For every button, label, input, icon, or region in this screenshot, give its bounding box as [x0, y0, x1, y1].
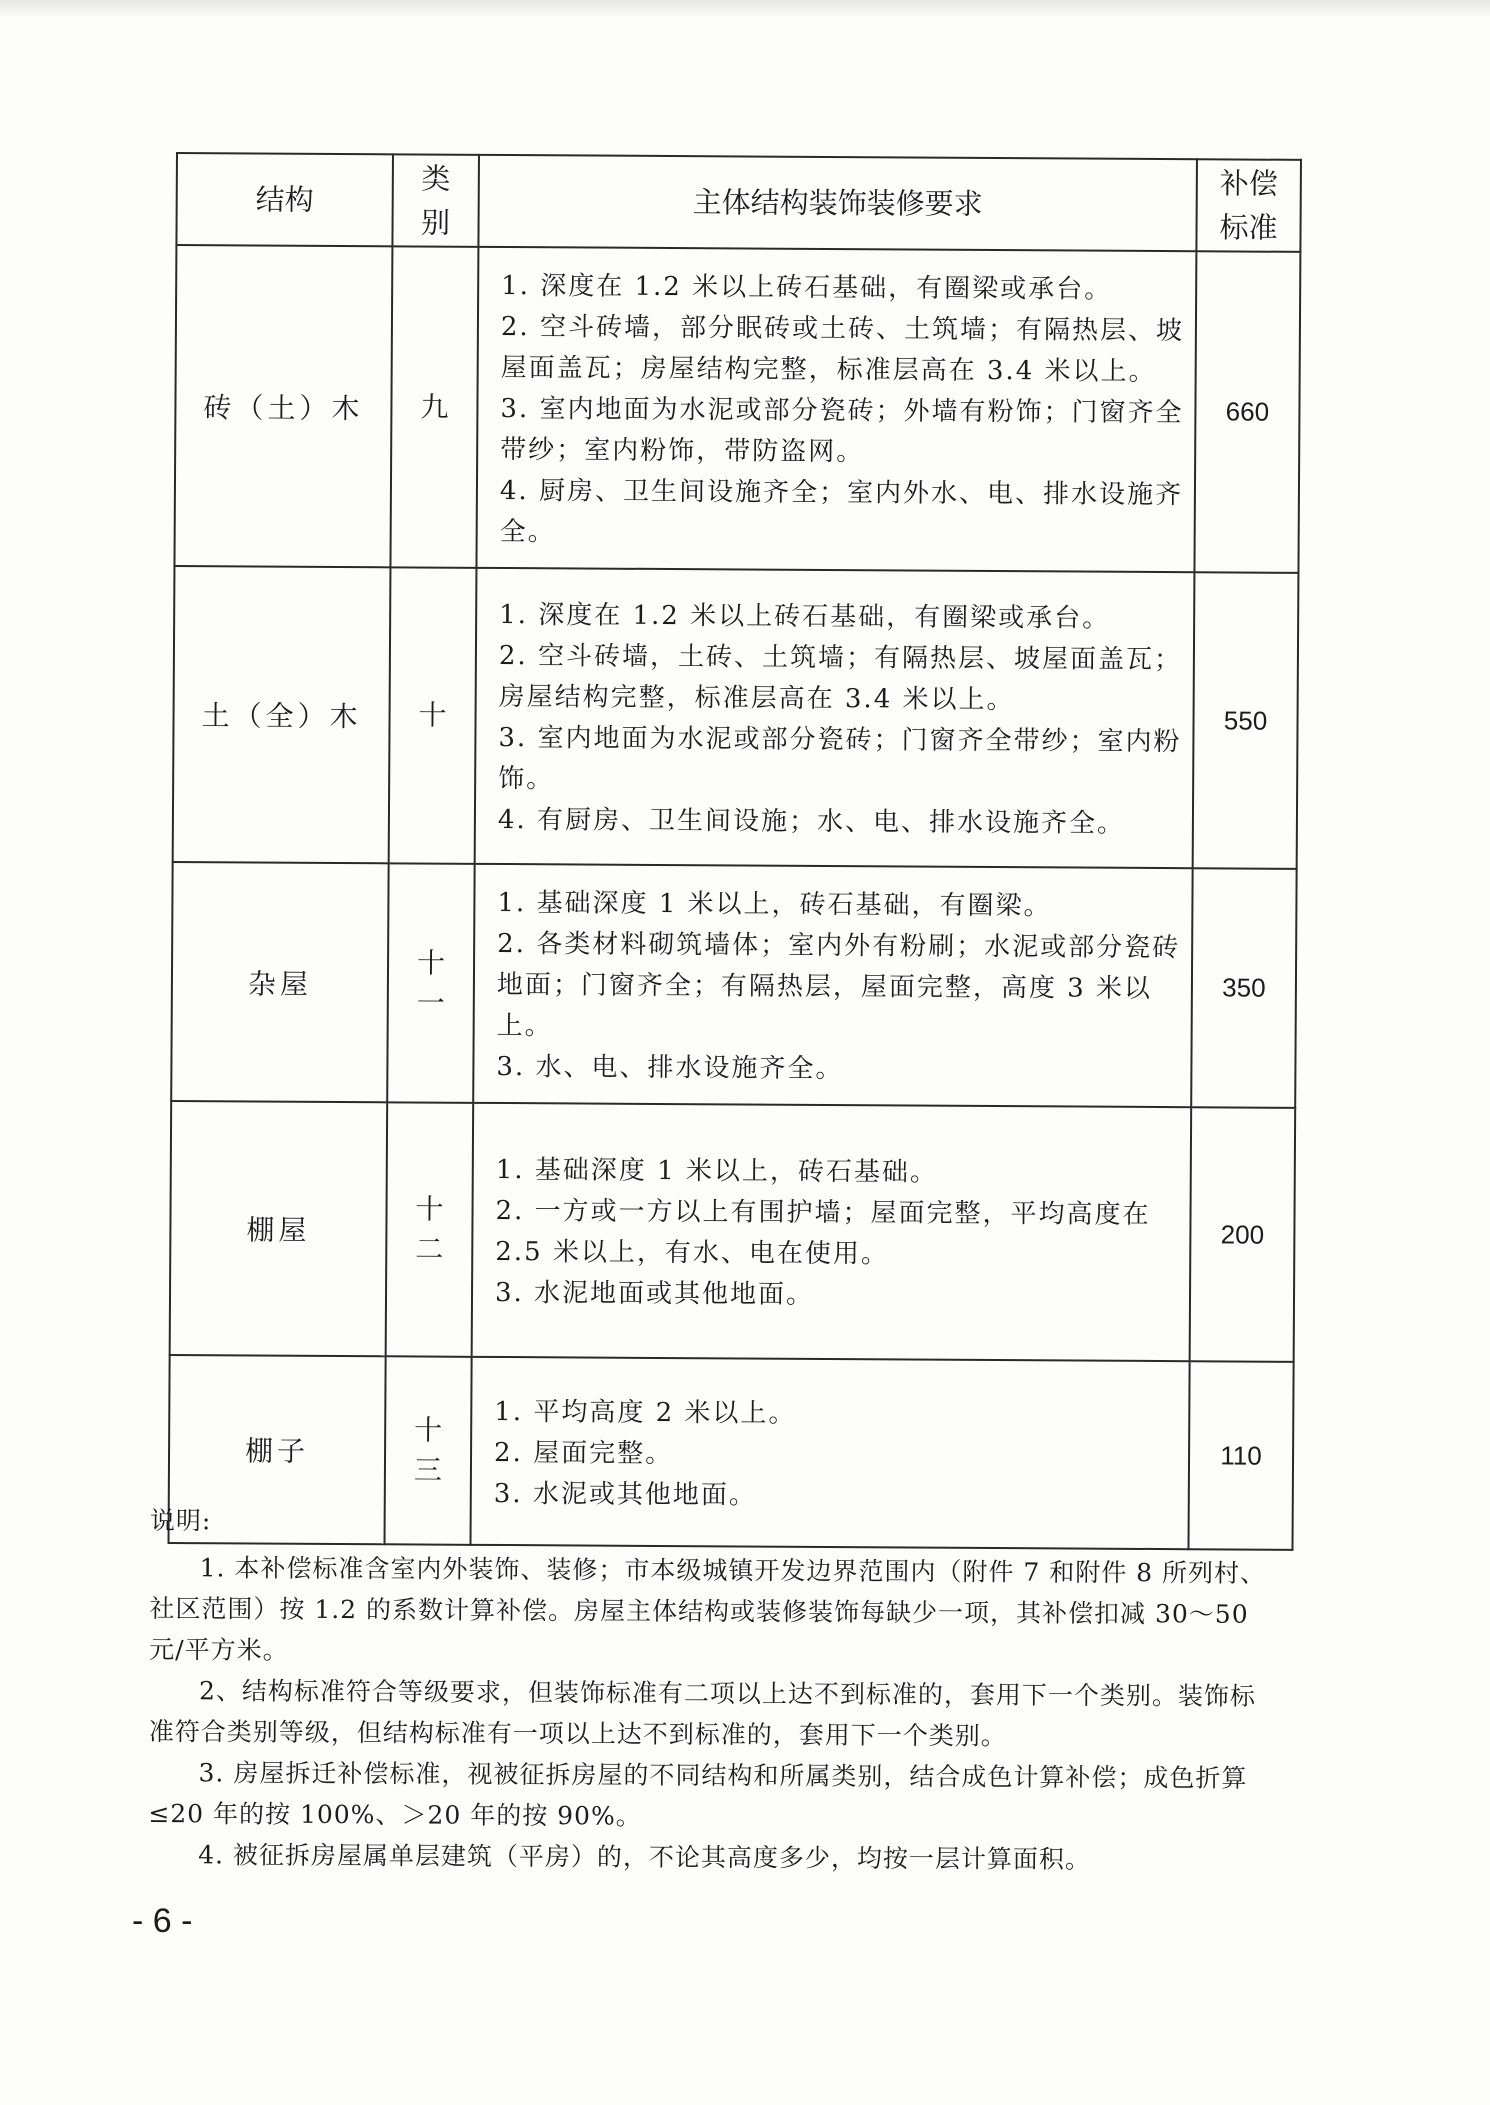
- requirement-line: 3. 水泥地面或其他地面。: [494, 1277, 815, 1310]
- page-number: - 6 -: [132, 1902, 193, 1940]
- table-row: [170, 1101, 1296, 1362]
- row-category: [387, 863, 474, 1103]
- header-category-char: 类: [421, 161, 451, 196]
- row-standard: 200: [1190, 1107, 1296, 1362]
- requirement-line: 3. 室内地面为水泥或部分瓷砖；门窗齐全带纱；室内粉饰。: [498, 722, 1182, 795]
- row-standard: 660: [1194, 251, 1300, 573]
- row-category-char: 十: [415, 1192, 444, 1226]
- row-category-char: 九: [420, 389, 449, 424]
- row-category-char: 十: [416, 945, 446, 980]
- row-requirements: [473, 864, 1192, 1107]
- table-row: [171, 862, 1296, 1108]
- row-category: [389, 567, 477, 864]
- header-standard-line: 标准: [1219, 210, 1278, 245]
- row-standard: 550: [1193, 572, 1299, 869]
- requirement-line: 1. 深度在 1.2 米以上砖石基础，有圈梁或承台。: [501, 270, 1113, 305]
- header-category: [392, 154, 479, 247]
- requirement-line: 4. 有厨房、卫生间设施；水、电、排水设施齐全。: [497, 804, 1126, 839]
- row-category-char: 十: [414, 1413, 443, 1447]
- requirement-line: 1. 平均高度 2 米以上。: [494, 1396, 797, 1429]
- note-item: 3. 房屋拆迁补偿标准，视被征拆房屋的不同结构和所属类别，结合成色计算补偿；成色折算≤20 年的按 100%、＞20 年的按 90%。: [148, 1758, 1248, 1831]
- requirement-line: 2. 各类材料砌筑墙体；室内外有粉刷；水泥或部分瓷砖地面；门窗齐全；有隔热层，屋面完整，高度 3 米以上。: [496, 928, 1181, 1042]
- note-item: 1. 本补偿标准含室内外装饰、装修；市本级城镇开发边界范围内（附件 7 和附件 8 所列村、社区范围）按 1.2 的系数计算补偿。房屋主体结构或装修装饰每缺少一项，其补偿扣减 30～50 元/平方米。: [149, 1553, 1267, 1665]
- notes-section: [148, 1500, 1280, 1881]
- row-structure: 棚子: [169, 1355, 386, 1544]
- row-structure: 砖（土）木: [174, 245, 392, 567]
- row-structure: 土（全）木: [173, 566, 391, 863]
- requirement-line: 2. 一方或一方以上有围护墙；屋面完整，平均高度在 2.5 米以上，有水、电在使用。: [495, 1195, 1151, 1270]
- table-header-row: [176, 153, 1301, 252]
- row-standard: 110: [1188, 1361, 1293, 1550]
- requirement-line: 4. 厨房、卫生间设施齐全；室内外水、电、排水设施齐全。: [499, 475, 1184, 548]
- header-standard: [1196, 159, 1301, 252]
- row-category: [386, 1102, 474, 1357]
- note-item: 2、结构标准符合等级要求，但装饰标准有二项以上达不到标准的，套用下一个类别。装饰标准符合类别等级，但结构标准有一项以上达不到标准的，套用下一个类别。: [148, 1676, 1256, 1751]
- notes-title: 说明:: [149, 1505, 212, 1536]
- requirement-line: 2. 屋面完整。: [493, 1437, 674, 1469]
- header-requirements: 主体结构装饰装修要求: [478, 155, 1197, 251]
- requirement-line: 2. 空斗砖墙，土砖、土筑墙；有隔热层、坡屋面盖瓦；房屋结构完整，标准层高在 3.4 米以上。: [498, 640, 1183, 716]
- row-category-char: 二: [415, 1232, 444, 1266]
- requirement-line: 3. 室内地面为水泥或部分瓷砖；外墙有粉饰；门窗齐全带纱；室内粉饰，带防盗网。: [500, 393, 1184, 468]
- row-requirements: [472, 1103, 1192, 1361]
- row-standard: 350: [1191, 868, 1296, 1108]
- requirement-line: 1. 基础深度 1 米以上，砖石基础，有圈梁。: [497, 887, 1052, 922]
- header-structure: 结构: [176, 153, 393, 246]
- requirement-line: 3. 水泥或其他地面。: [493, 1478, 757, 1511]
- requirement-line: 2. 空斗砖墙，部分眠砖或土砖、土筑墙；有隔热层、坡屋面盖瓦；房屋结构完整，标准层高在 3.4 米以上。: [500, 311, 1185, 387]
- requirement-line: 1. 基础深度 1 米以上，砖石基础。: [495, 1154, 939, 1188]
- requirement-line: 3. 水、电、排水设施齐全。: [496, 1051, 844, 1085]
- row-structure: 杂屋: [171, 862, 388, 1102]
- requirement-line: 1. 深度在 1.2 米以上砖石基础，有圈梁或承台。: [499, 599, 1111, 634]
- row-category-char: 三: [413, 1453, 443, 1487]
- row-category: [390, 246, 478, 568]
- header-standard-line: 补偿: [1219, 166, 1278, 201]
- table-row: [174, 245, 1300, 573]
- header-category-char: 别: [420, 205, 451, 240]
- row-category-char: 一: [416, 985, 445, 1020]
- row-requirements: [475, 568, 1195, 868]
- scan-edge-shadow: [0, 0, 1490, 18]
- row-category-char: 十: [418, 698, 447, 732]
- row-structure: 棚屋: [170, 1101, 388, 1356]
- note-item: 4. 被征拆房屋属单层建筑（平房）的，不论其高度多少，均按一层计算面积。: [198, 1840, 1092, 1874]
- row-requirements: [476, 247, 1196, 572]
- table-row: [173, 566, 1299, 869]
- compensation-standard-table: [167, 152, 1301, 1551]
